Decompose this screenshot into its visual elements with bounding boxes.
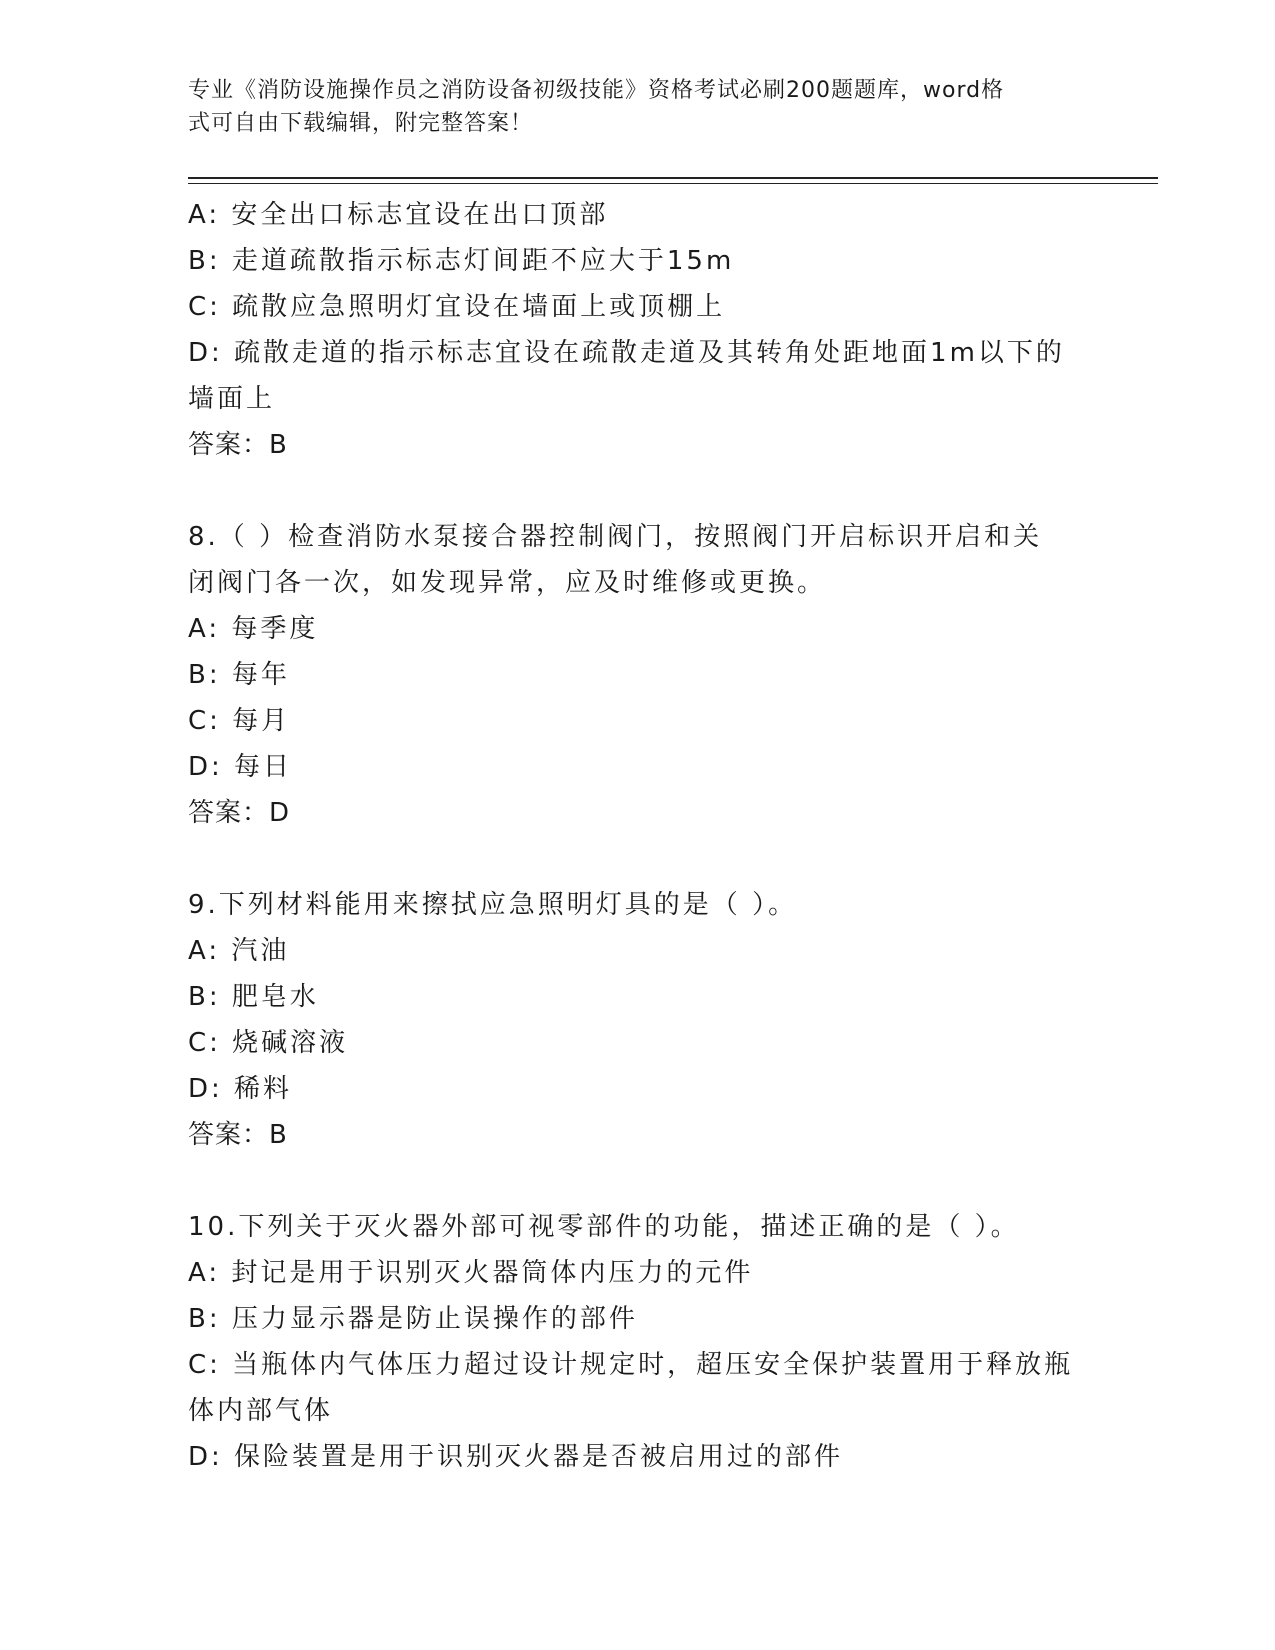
question-list <box>188 192 1088 1480</box>
question-9 <box>188 882 1088 1158</box>
q9-answer: 答案：B <box>188 1120 288 1150</box>
q8-option-c: C: 每月 <box>188 706 291 736</box>
q8-stem-line-2: 闭阀门各一次，如发现异常，应及时维修或更换。 <box>188 568 827 598</box>
q9-option-a: A: 汽油 <box>188 936 290 966</box>
q9-option-d: D: 稀料 <box>188 1074 293 1104</box>
question-7 <box>188 192 1088 468</box>
question-10 <box>188 1204 1088 1480</box>
question-spacer <box>188 468 1088 514</box>
q8-option-b: B: 每年 <box>188 660 290 690</box>
q10-option-b: B: 压力显示器是防止误操作的部件 <box>188 1304 638 1334</box>
header-divider-thin <box>188 183 1158 184</box>
q7-answer: 答案：B <box>188 430 288 460</box>
q8-stem-line-1: 8.（ ）检查消防水泵接合器控制阀门，按照阀门开启标识开启和关 <box>188 522 1043 552</box>
question-8 <box>188 514 1088 836</box>
q10-option-d: D: 保险装置是用于识别灭火器是否被启用过的部件 <box>188 1442 844 1472</box>
q7-option-d-line-2: 墙面上 <box>188 384 276 414</box>
q7-option-d-line-1: D: 疏散走道的指示标志宜设在疏散走道及其转角处距地面1m以下的 <box>188 338 1065 368</box>
q10-stem: 10.下列关于灭火器外部可视零部件的功能，描述正确的是（ ）。 <box>188 1212 1020 1242</box>
q8-answer: 答案：D <box>188 798 291 828</box>
q9-option-c: C: 烧碱溶液 <box>188 1028 349 1058</box>
q8-option-d: D: 每日 <box>188 752 293 782</box>
q10-option-c-line-2: 体内部气体 <box>188 1396 334 1426</box>
q10-option-a: A: 封记是用于识别灭火器筒体内压力的元件 <box>188 1258 754 1288</box>
header-divider-thick <box>188 177 1158 179</box>
q7-option-c: C: 疏散应急照明灯宜设在墙面上或顶棚上 <box>188 292 726 322</box>
question-spacer <box>188 1158 1088 1204</box>
q9-stem: 9.下列材料能用来擦拭应急照明灯具的是（ ）。 <box>188 890 798 920</box>
q8-option-a: A: 每季度 <box>188 614 319 644</box>
header-line-1: 专业《消防设施操作员之消防设备初级技能》资格考试必刷200题题库，word格 <box>188 78 1005 103</box>
header-line-2: 式可自由下载编辑，附完整答案！ <box>188 111 534 136</box>
document-header <box>188 74 1068 140</box>
question-spacer <box>188 836 1088 882</box>
q7-option-a: A: 安全出口标志宜设在出口顶部 <box>188 200 609 230</box>
q9-option-b: B: 肥皂水 <box>188 982 319 1012</box>
q7-option-b: B: 走道疏散指示标志灯间距不应大于15m <box>188 246 735 276</box>
q10-option-c-line-1: C: 当瓶体内气体压力超过设计规定时，超压安全保护装置用于释放瓶 <box>188 1350 1074 1380</box>
